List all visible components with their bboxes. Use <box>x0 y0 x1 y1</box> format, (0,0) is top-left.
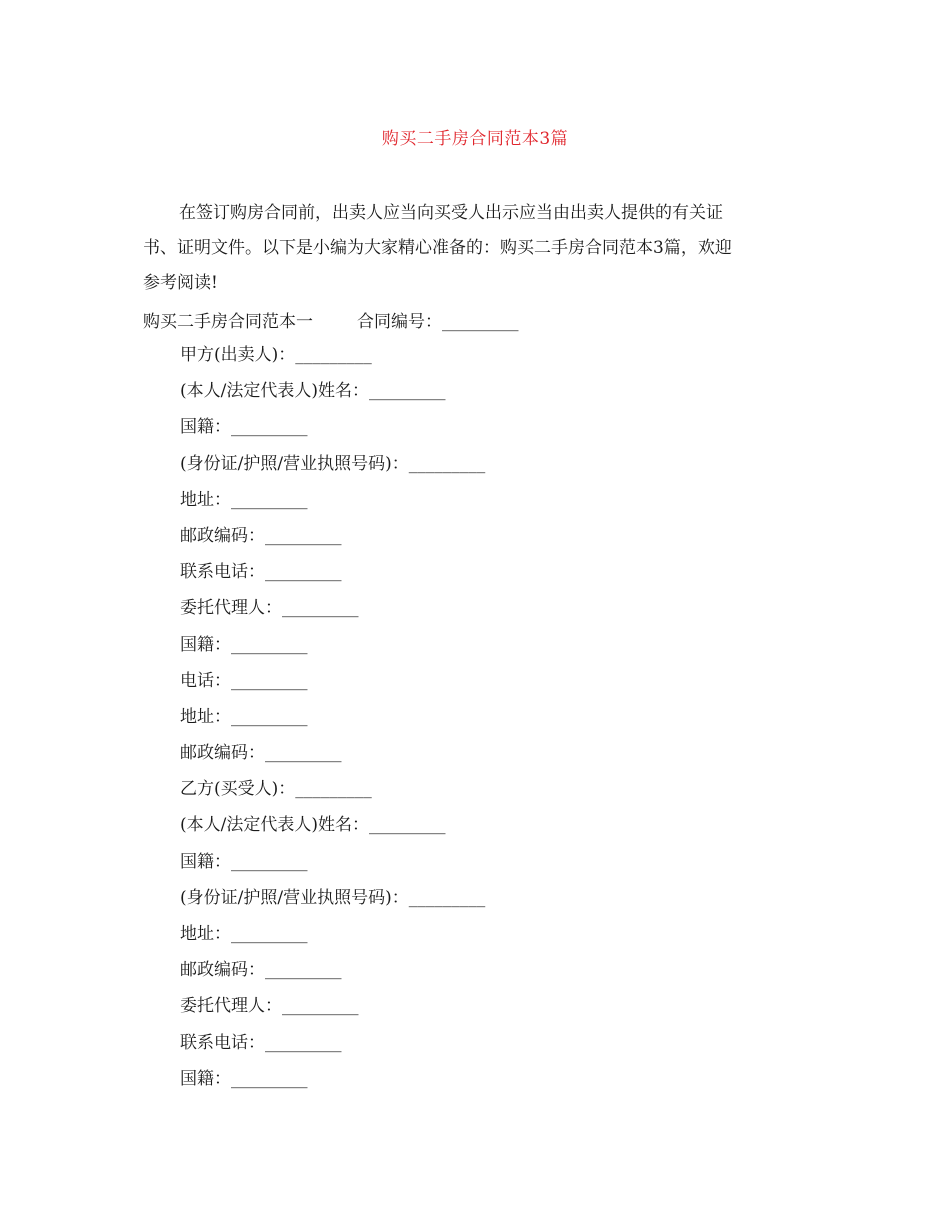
field-blank: _________ <box>265 1032 342 1053</box>
field-blank: _________ <box>231 851 308 872</box>
form-field-row <box>180 993 485 1029</box>
form-field-row <box>180 523 485 559</box>
field-blank: _________ <box>282 996 359 1017</box>
form-field-row <box>180 1030 485 1066</box>
field-blank: _________ <box>231 670 308 691</box>
field-blank: _________ <box>231 706 308 727</box>
field-label: (本人/法定代表人)姓名： <box>180 381 369 402</box>
intro-line-3: 参考阅读! <box>143 273 218 293</box>
field-blank: _________ <box>295 779 372 800</box>
form-field-row <box>180 957 485 993</box>
contract-number-label: 合同编号： <box>357 312 442 332</box>
field-blank: _________ <box>231 924 308 944</box>
form-field-row <box>180 849 485 885</box>
field-label: 联系电话： <box>180 562 265 583</box>
section-heading <box>143 307 519 332</box>
field-label: 国籍： <box>180 1068 231 1089</box>
form-field-row <box>180 812 485 848</box>
form-field-row <box>180 487 485 523</box>
field-label: (身份证/护照/营业执照号码)： <box>180 887 409 908</box>
field-label: 地址： <box>180 924 231 944</box>
section-title: 购买二手房合同范本一 <box>143 312 313 332</box>
field-label: 委托代理人： <box>180 996 282 1017</box>
field-blank: _________ <box>282 598 359 619</box>
field-label: 国籍： <box>180 851 231 872</box>
field-blank: _________ <box>231 417 308 438</box>
field-label: 国籍： <box>180 634 231 655</box>
field-blank: _________ <box>265 743 342 764</box>
field-label: 邮政编码： <box>180 743 265 764</box>
field-label: 乙方(买受人)： <box>180 779 296 800</box>
field-blank: _________ <box>408 887 486 908</box>
field-blank: _________ <box>408 453 486 474</box>
field-label: 国籍： <box>180 417 231 438</box>
field-label: 联系电话： <box>180 1032 265 1053</box>
form-field-row <box>180 740 485 776</box>
form-field-row <box>180 885 485 921</box>
field-blank: _________ <box>369 381 446 402</box>
form-field-row <box>180 776 485 812</box>
form-field-row <box>180 668 485 704</box>
field-label: 委托代理人： <box>180 598 282 619</box>
field-blank: _________ <box>265 562 342 583</box>
form-field-row <box>180 704 485 740</box>
field-label: 地址： <box>180 489 231 510</box>
field-blank: _________ <box>231 489 308 510</box>
form-field-row <box>180 451 485 487</box>
intro-line-2: 书、证明文件。以下是小编为大家精心准备的：购买二手房合同范本3篇，欢迎 <box>143 238 732 258</box>
form-field-row <box>180 559 485 595</box>
form-field-row <box>180 1066 485 1102</box>
form-field-row <box>180 921 485 957</box>
form-field-row <box>180 595 485 631</box>
field-blank: _________ <box>369 815 446 836</box>
form-field-row <box>180 378 485 414</box>
field-label: 邮政编码： <box>180 525 265 546</box>
intro-line-1: 在签订购房合同前，出卖人应当向买受人出示应当由出卖人提供的有关证 <box>179 203 723 223</box>
field-label: 电话： <box>180 670 231 691</box>
form-field-row <box>180 342 485 378</box>
field-label: 地址： <box>180 706 231 727</box>
field-blank: _________ <box>231 1068 308 1089</box>
contract-number-blank: _________ <box>442 312 519 332</box>
field-blank: _________ <box>295 345 372 365</box>
party-field-list <box>180 342 485 1102</box>
field-label: 甲方(出卖人)： <box>180 345 296 365</box>
field-blank: _________ <box>265 525 342 546</box>
field-label: (身份证/护照/营业执照号码)： <box>180 453 409 474</box>
field-label: 邮政编码： <box>180 960 265 981</box>
field-label: (本人/法定代表人)姓名： <box>180 815 369 836</box>
document-title: 购买二手房合同范本3篇 <box>381 129 569 149</box>
field-blank: _________ <box>231 634 308 655</box>
field-blank: _________ <box>265 960 342 981</box>
form-field-row <box>180 414 485 450</box>
form-field-row <box>180 632 485 668</box>
intro-paragraph <box>143 196 803 301</box>
